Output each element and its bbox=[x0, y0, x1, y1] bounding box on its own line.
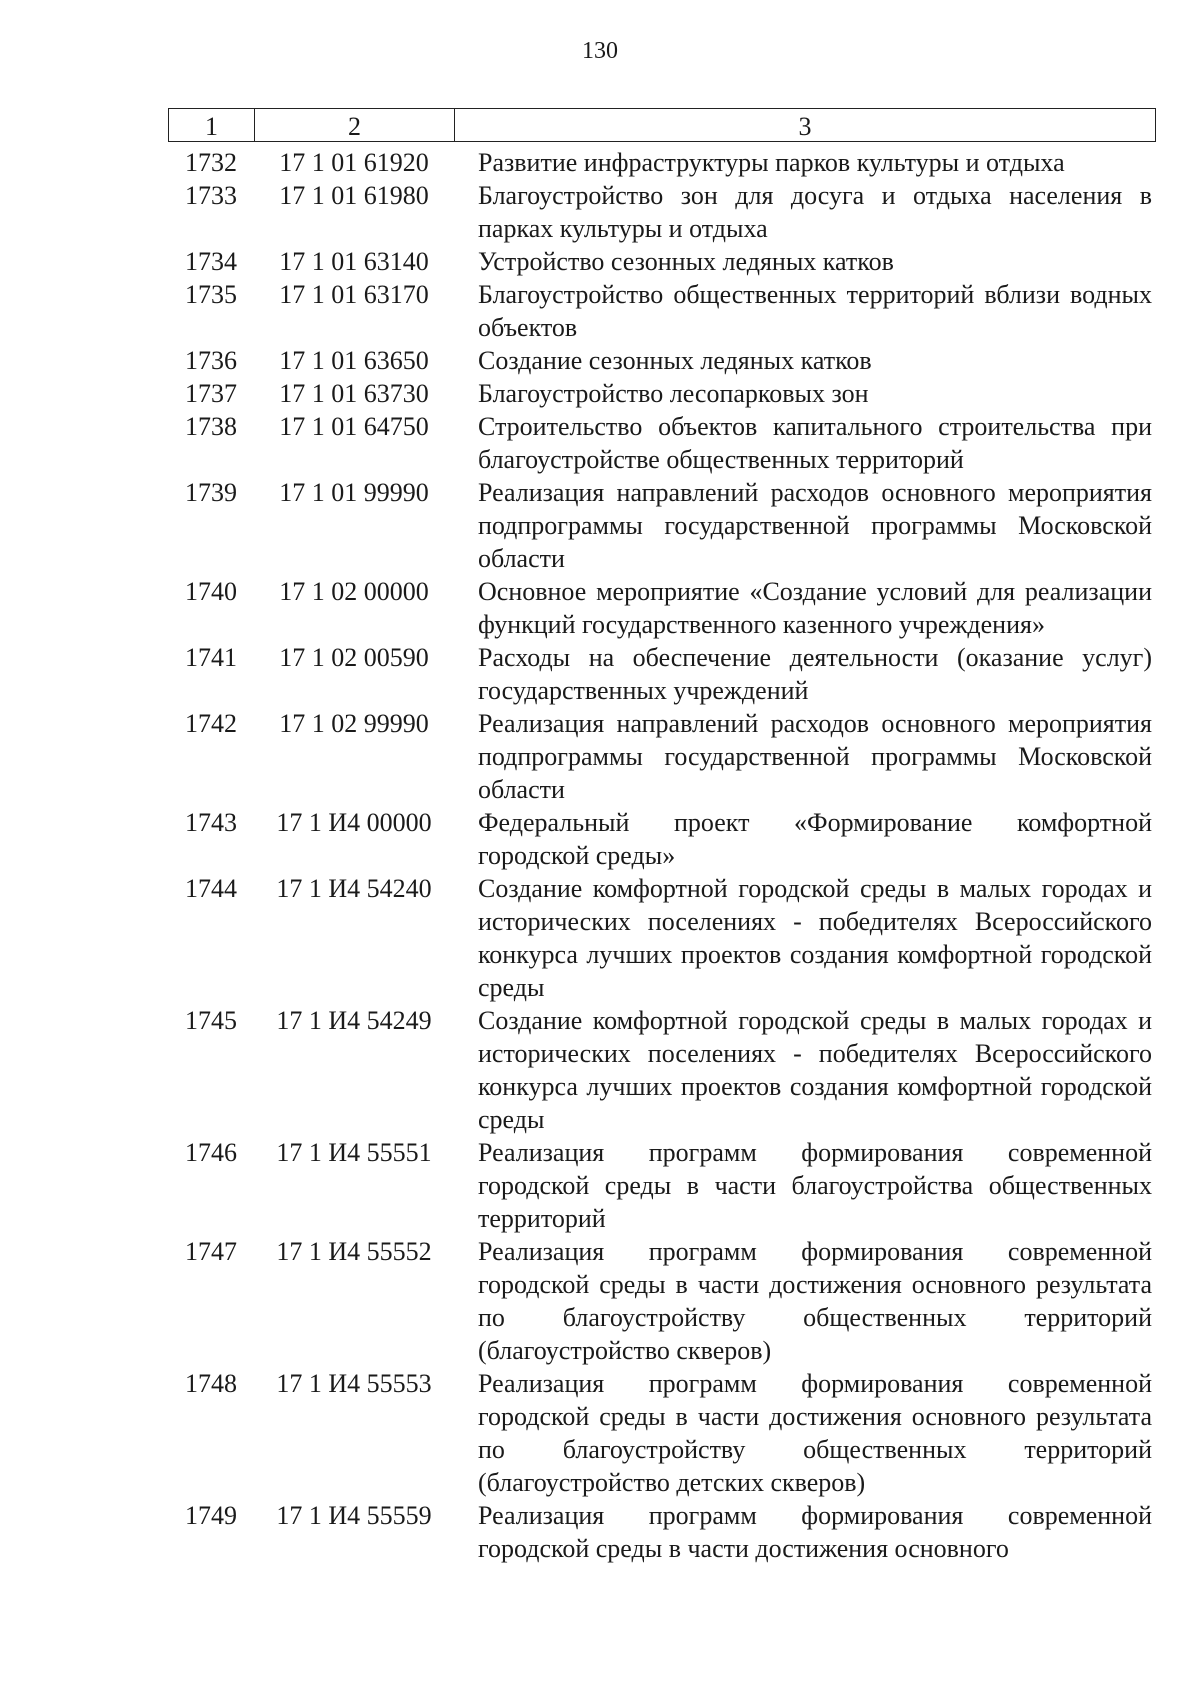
row-number: 1740 bbox=[185, 577, 237, 606]
row-description: Создание сезонных ледяных катков bbox=[478, 346, 872, 375]
row-number: 1733 bbox=[185, 181, 237, 210]
row-code: 17 1 И4 55551 bbox=[276, 1138, 432, 1167]
table-row bbox=[168, 410, 1156, 476]
row-description: Реализация направлений расходов основного мероприятия подпрограммы государственной программы Московской области bbox=[478, 709, 1152, 804]
header-col-1: 1 bbox=[169, 109, 255, 141]
table-row bbox=[168, 344, 1156, 377]
header-col-3: 3 bbox=[798, 112, 812, 141]
row-code: 17 1 01 63650 bbox=[279, 346, 429, 375]
table-row bbox=[168, 872, 1156, 1004]
row-description: Создание комфортной городской среды в малых городах и исторических поселениях - победителях Всероссийского конкурса лучших проектов создания комфортной городской среды bbox=[478, 1006, 1152, 1134]
row-code: 17 1 И4 55559 bbox=[276, 1501, 432, 1530]
row-number: 1737 bbox=[185, 379, 237, 408]
row-number: 1732 bbox=[185, 148, 237, 177]
table-row bbox=[168, 806, 1156, 872]
row-number: 1741 bbox=[185, 643, 237, 672]
row-description: Устройство сезонных ледяных катков bbox=[478, 247, 894, 276]
table-row bbox=[168, 377, 1156, 410]
row-code: 17 1 И4 54249 bbox=[276, 1006, 432, 1035]
row-description: Благоустройство лесопарковых зон bbox=[478, 379, 869, 408]
row-number: 1745 bbox=[185, 1006, 237, 1035]
table-row bbox=[168, 1367, 1156, 1499]
table-row bbox=[168, 179, 1156, 245]
table-row bbox=[168, 1235, 1156, 1367]
row-code: 17 1 01 61920 bbox=[279, 148, 429, 177]
table-row bbox=[168, 146, 1156, 179]
row-number: 1739 bbox=[185, 478, 237, 507]
row-code: 17 1 01 61980 bbox=[279, 181, 429, 210]
table-row bbox=[168, 1136, 1156, 1235]
row-number: 1744 bbox=[185, 874, 237, 903]
row-number: 1735 bbox=[185, 280, 237, 309]
table-header bbox=[168, 108, 1156, 142]
row-code: 17 1 И4 54240 bbox=[276, 874, 432, 903]
row-number: 1749 bbox=[185, 1501, 237, 1530]
table-row bbox=[168, 641, 1156, 707]
row-code: 17 1 02 99990 bbox=[279, 709, 429, 738]
row-code: 17 1 01 99990 bbox=[279, 478, 429, 507]
row-code: 17 1 02 00000 bbox=[279, 577, 429, 606]
row-code: 17 1 01 63140 bbox=[279, 247, 429, 276]
row-description: Строительство объектов капитального строительства при благоустройстве общественных территорий bbox=[478, 412, 1152, 474]
table-row bbox=[168, 245, 1156, 278]
row-code: 17 1 01 63730 bbox=[279, 379, 429, 408]
row-description: Благоустройство общественных территорий вблизи водных объектов bbox=[478, 280, 1152, 342]
page-number: 130 bbox=[582, 38, 618, 64]
row-description: Реализация программ формирования современной городской среды в части достижения основного результата по благоустройству общественных территорий (благоустройство скверов) bbox=[478, 1237, 1152, 1365]
row-description: Расходы на обеспечение деятельности (оказание услуг) государственных учреждений bbox=[478, 643, 1152, 705]
row-number: 1742 bbox=[185, 709, 237, 738]
row-number: 1736 bbox=[185, 346, 237, 375]
row-number: 1746 bbox=[185, 1138, 237, 1167]
row-description: Реализация программ формирования современной городской среды в части достижения основного результата по благоустройству общественных территорий (благоустройство детских скверов) bbox=[478, 1369, 1152, 1497]
row-code: 17 1 И4 00000 bbox=[276, 808, 432, 837]
row-number: 1747 bbox=[185, 1237, 237, 1266]
row-description: Реализация направлений расходов основного мероприятия подпрограммы государственной программы Московской области bbox=[478, 478, 1152, 573]
row-description: Основное мероприятие «Создание условий для реализации функций государственного казенного учреждения» bbox=[478, 577, 1152, 639]
table-row bbox=[168, 476, 1156, 575]
row-number: 1748 bbox=[185, 1369, 237, 1398]
row-code: 17 1 И4 55552 bbox=[276, 1237, 432, 1266]
row-description: Развитие инфраструктуры парков культуры и отдыха bbox=[478, 148, 1065, 177]
row-description: Создание комфортной городской среды в малых городах и исторических поселениях - победителях Всероссийского конкурса лучших проектов создания комфортной городской среды bbox=[478, 874, 1152, 1002]
row-description: Благоустройство зон для досуга и отдыха населения в парках культуры и отдыха bbox=[478, 181, 1152, 243]
row-number: 1738 bbox=[185, 412, 237, 441]
table-row bbox=[168, 1004, 1156, 1136]
table-body bbox=[168, 146, 1156, 1565]
row-code: 17 1 01 64750 bbox=[279, 412, 429, 441]
row-number: 1743 bbox=[185, 808, 237, 837]
row-number: 1734 bbox=[185, 247, 237, 276]
row-description: Федеральный проект «Формирование комфортной городской среды» bbox=[478, 808, 1152, 870]
row-description: Реализация программ формирования современной городской среды в части благоустройства общественных территорий bbox=[478, 1138, 1152, 1233]
table-row bbox=[168, 707, 1156, 806]
table-row bbox=[168, 1499, 1156, 1565]
row-code: 17 1 И4 55553 bbox=[276, 1369, 432, 1398]
table-row bbox=[168, 278, 1156, 344]
header-col-2: 2 bbox=[255, 109, 455, 141]
row-code: 17 1 02 00590 bbox=[279, 643, 429, 672]
row-description: Реализация программ формирования современной городской среды в части достижения основного bbox=[478, 1501, 1152, 1563]
table-row bbox=[168, 575, 1156, 641]
row-code: 17 1 01 63170 bbox=[279, 280, 429, 309]
